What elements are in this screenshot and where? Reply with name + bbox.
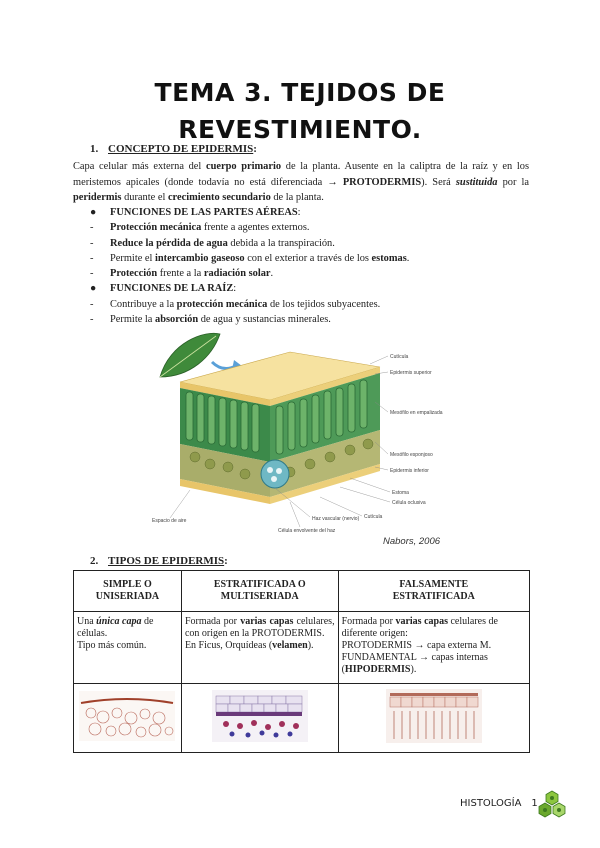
list-item: - Protección mecánica frente a agentes externos.: [90, 222, 310, 234]
section-1-heading: 1. CONCEPTO DE EPIDERMIS:: [90, 143, 257, 155]
label-cuticle: Cutícula: [390, 354, 409, 360]
vascular-bundle: [261, 460, 289, 488]
table-row: [74, 612, 530, 684]
section-1-number: 1.: [90, 143, 99, 155]
label-air-space: Espacio de aire: [152, 518, 187, 524]
table-image-row: [74, 684, 530, 753]
list-item: - Protección frente a la radiación solar.: [90, 268, 274, 280]
cell-stratified: Formada por varias capas celulares, con origen en la PROTODERMIS. En Ficus, Orquídeas (velamen).: [181, 612, 338, 684]
footer: [460, 798, 538, 809]
cell-simple: Una única capa de células. Tipo más común.: [74, 612, 182, 684]
list-item: - Permite el intercambio gaseoso con el exterior a través de los estomas.: [90, 252, 410, 264]
section-2-heading: 2. TIPOS DE EPIDERMIS:: [90, 555, 228, 567]
title-line-1: TEMA 3. TEJIDOS DE: [154, 78, 446, 107]
simple-epidermis-image: [79, 691, 175, 741]
leaf-cross-section-figure: [150, 322, 470, 552]
page-title: [0, 74, 600, 148]
page-number: 1: [531, 798, 538, 809]
title-line-2: REVESTIMIENTO.: [178, 115, 422, 144]
label-spongy: Mesófilo esponjoso: [390, 452, 433, 458]
header-false-stratified: FALSAMENTE ESTRATIFICADA: [338, 571, 529, 612]
false-stratified-epidermis-image: [386, 689, 482, 743]
section-2-number: 2.: [90, 555, 99, 567]
label-guard-cell: Célula oclusiva: [392, 500, 426, 506]
histology-logo-icon: [538, 790, 566, 818]
aerial-heading: ● FUNCIONES DE LAS PARTES AÉREAS:: [90, 207, 301, 218]
header-simple: SIMPLE O UNISERIADA: [74, 571, 182, 612]
label-stoma: Estoma: [392, 490, 409, 496]
epidermis-definition: Capa celular más externa del cuerpo primario de la planta. Ausente en la caliptra de la raíz y en los meristemos apicales (donde todavía no está diferenciada → PROTODERMIS). Será sustituida por la peridermis durante el crecimiento secundario de la planta.: [73, 161, 530, 203]
label-cuticle-lower: Cutícula: [364, 514, 383, 520]
cell-false-stratified: Formada por varias capas celulares de diferente origen: PROTODERMIS → capa externa M. FUNDAMENTAL → capas internas (HIPODERMIS).: [338, 612, 529, 684]
label-lower-epidermis: Epidermis inferior: [390, 468, 429, 474]
list-item: - Contribuye a la protección mecánica de los tejidos subyacentes.: [90, 298, 381, 310]
stratified-epidermis-image: [212, 690, 308, 742]
root-heading: ● FUNCIONES DE LA RAÍZ:: [90, 283, 237, 295]
section-1-title: CONCEPTO DE EPIDERMIS: [108, 143, 254, 155]
section-2-title: TIPOS DE EPIDERMIS: [108, 555, 225, 567]
micrograph-false-stratified: [338, 684, 529, 753]
label-bundle-sheath: Célula envolvente del haz: [278, 528, 336, 534]
list-item: - Permite la absorción de agua y sustancias minerales.: [90, 314, 331, 326]
list-item: - Reduce la pérdida de agua debida a la transpiración.: [90, 237, 335, 249]
header-stratified: ESTRATIFICADA O MULTISERIADA: [181, 571, 338, 612]
micrograph-simple: [74, 684, 182, 753]
figure-citation: Nabors, 2006: [383, 536, 441, 547]
label-upper-epidermis: Epidermis superior: [390, 370, 432, 376]
epidermis-types-table: [73, 570, 530, 753]
table-header-row: [74, 571, 530, 612]
aerial-functions-list: [90, 205, 409, 327]
micrograph-stratified: [181, 684, 338, 753]
label-vascular-bundle: Haz vascular (nervio): [312, 516, 360, 522]
label-palisade: Mesófilo en empalizada: [390, 410, 443, 416]
footer-subject: HISTOLOGÍA: [460, 798, 522, 809]
